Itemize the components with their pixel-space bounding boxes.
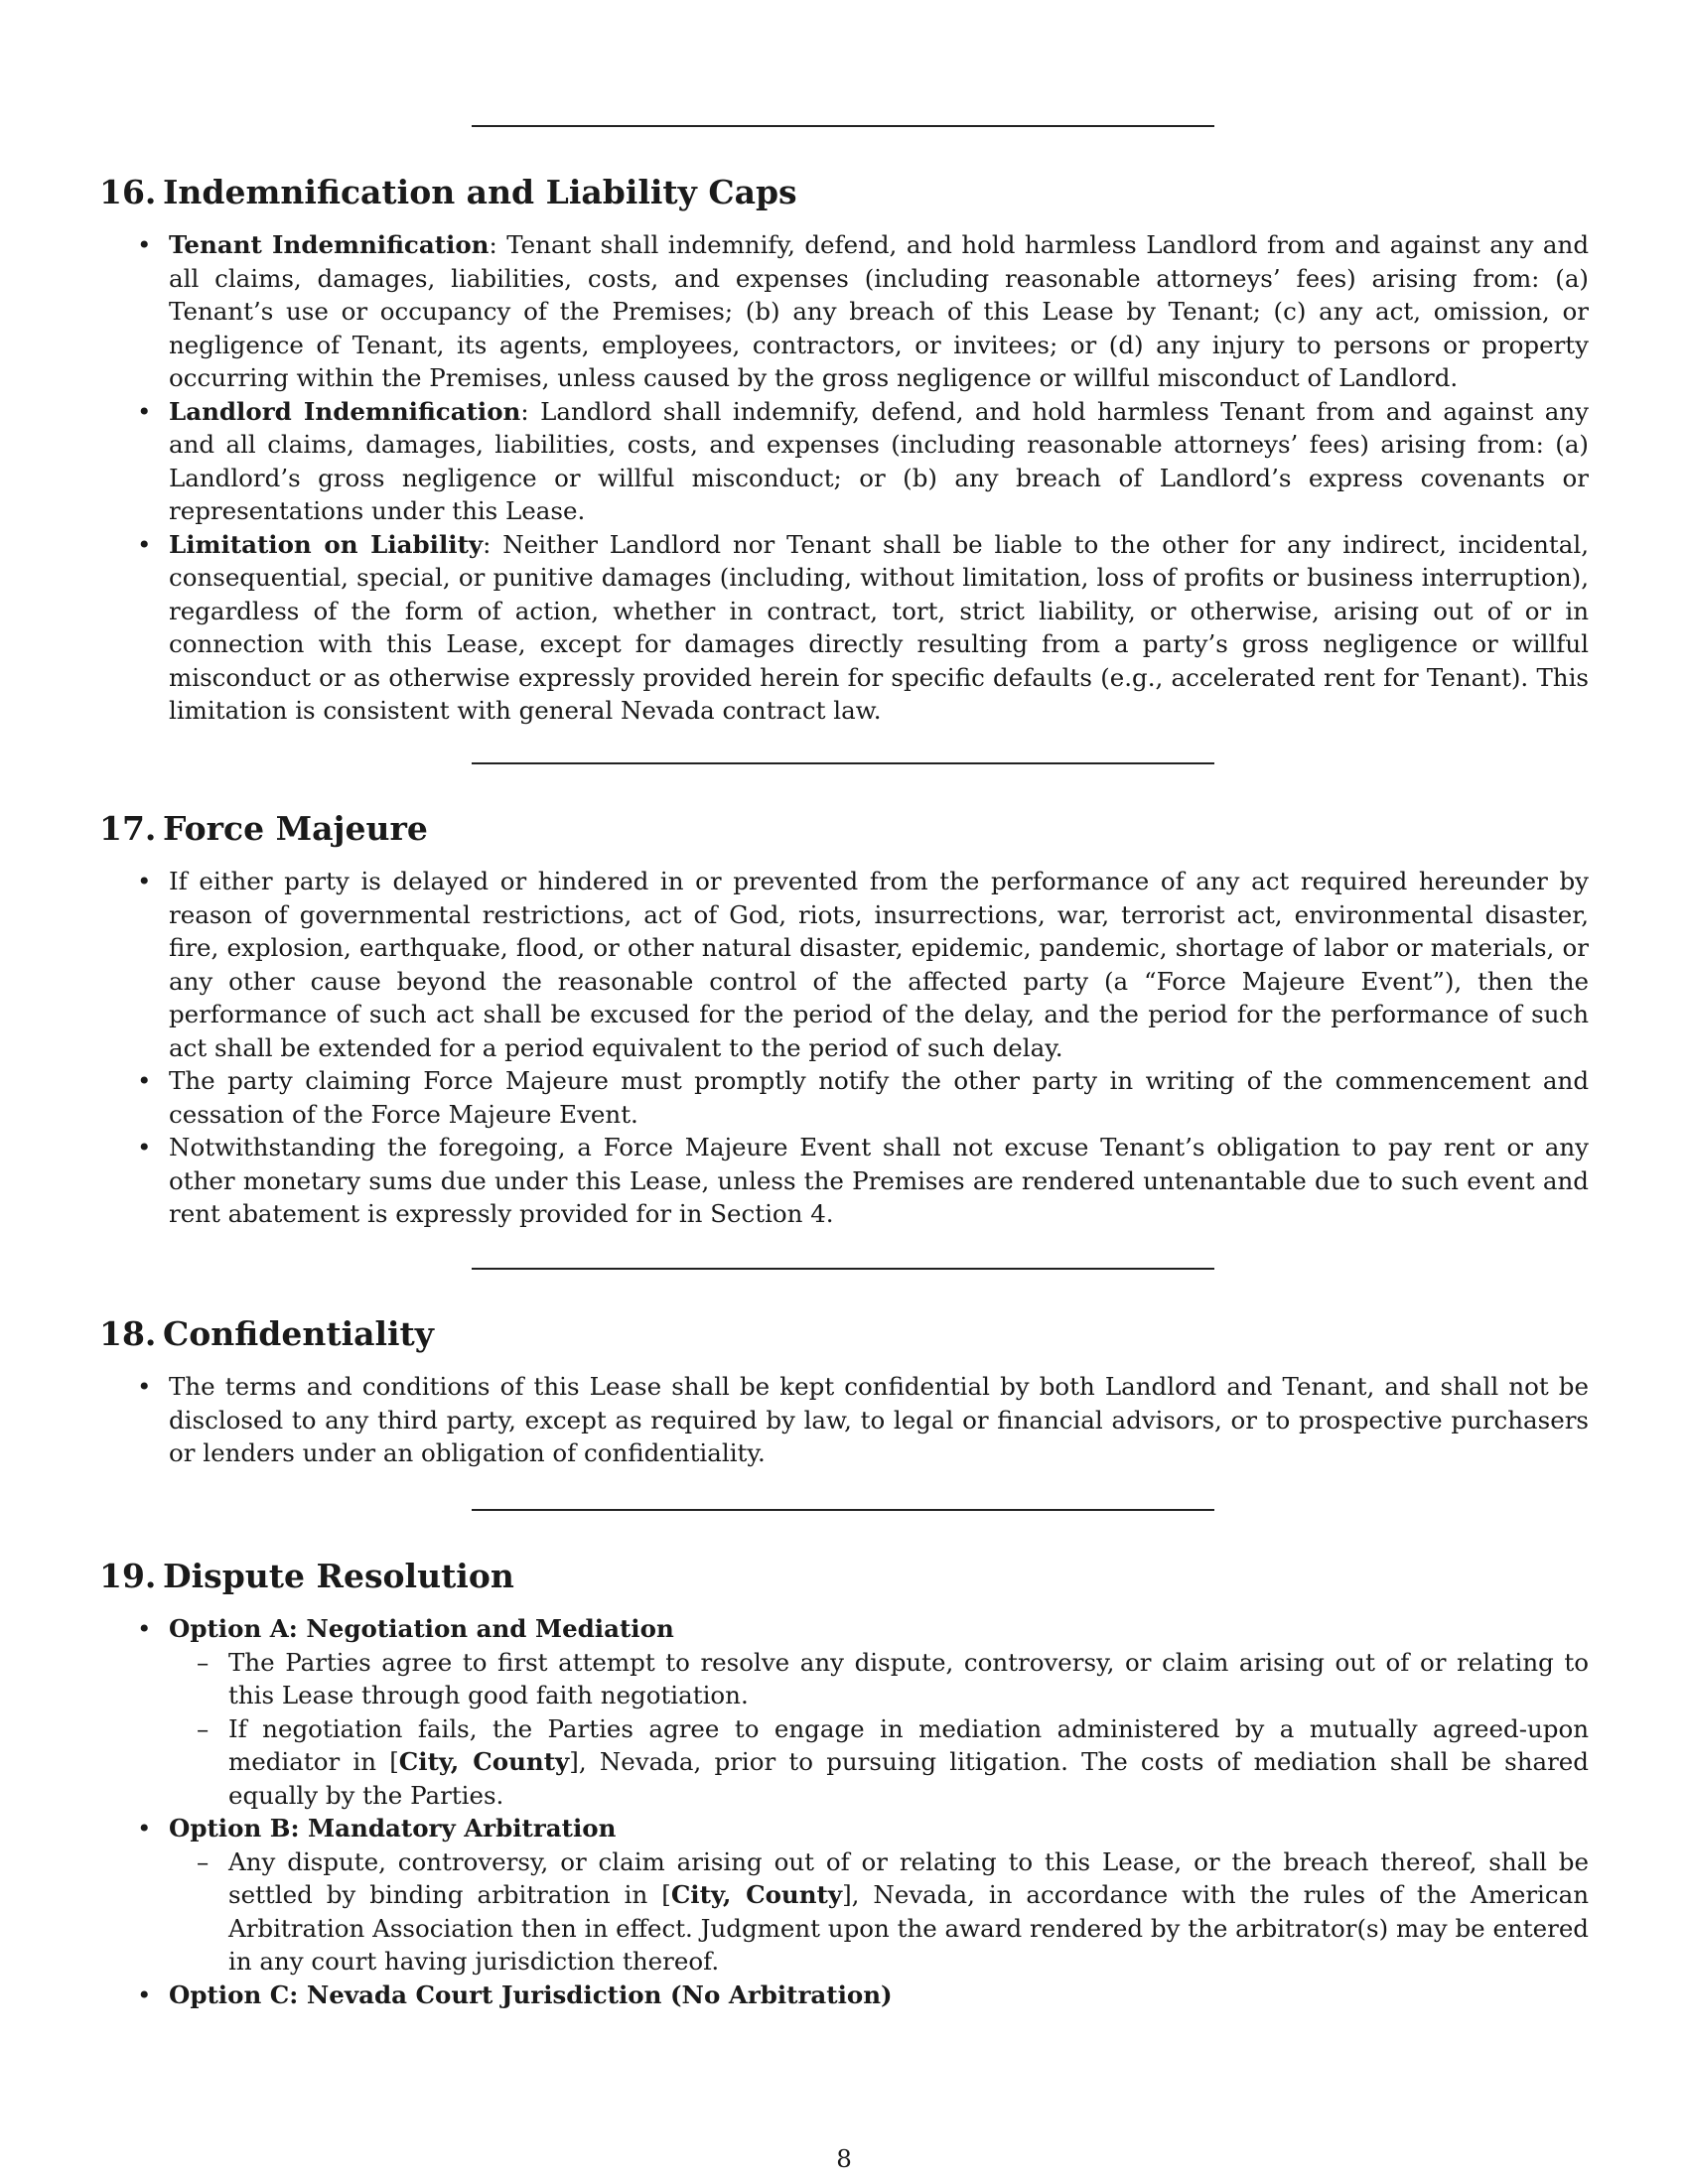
section-18-list bbox=[99, 1370, 1589, 1470]
option-sublist bbox=[169, 1845, 1589, 1979]
item-text: : Landlord shall indemnify, defend, and hold harmless Tenant from and against any and all claims, damages, liabilities, costs, and expenses (including reasonable attorneys’ fees) arising from: (a) Landlord’s gross negligence or willful misconduct; or (b) any breach of Landlord’s express covenants or representations under this Lease. bbox=[169, 396, 1590, 525]
option-item bbox=[99, 1812, 1589, 1979]
option-item bbox=[99, 1979, 1589, 2012]
sub-item bbox=[169, 1712, 1589, 1813]
sub-item bbox=[169, 1646, 1589, 1712]
section-divider bbox=[472, 1268, 1214, 1270]
list-item bbox=[99, 528, 1589, 728]
item-text: : Tenant shall indemnify, defend, and hold harmless Landlord from and against any and all claims, damages, liabilities, costs, and expenses (including reasonable attorneys’ fees) arising from: (a) Tenant’s use or occupancy of the Premises; (b) any breach of this Lease by Tenant; (c) any act, omission, or negligence of Tenant, its agents, employees, contractors, or invitees; or (d) any injury to persons or property occurring within the Premises, unless caused by the gross negligence or willful misconduct of Landlord. bbox=[169, 230, 1590, 392]
list-item bbox=[99, 865, 1589, 1064]
item-label: Landlord Indemnification bbox=[169, 396, 521, 426]
section-number: 17. bbox=[99, 809, 157, 848]
section-number: 19. bbox=[99, 1557, 157, 1595]
section-divider bbox=[472, 1509, 1214, 1511]
section-16-heading bbox=[99, 173, 797, 212]
option-label: Option B: Mandatory Arbitration bbox=[169, 1814, 617, 1843]
section-title: Dispute Resolution bbox=[163, 1557, 514, 1595]
option-label: Option A: Negotiation and Mediation bbox=[169, 1614, 674, 1643]
item-text: The party claiming Force Majeure must promptly notify the other party in writing of the commencement and cessation of the Force Majeure Event. bbox=[169, 1066, 1589, 1129]
item-text: The terms and conditions of this Lease shall be kept confidential by both Landlord and Tenant, and shall not be disclosed to any third party, except as required by law, to legal or financial advisors, or to prospective purchasers or lenders under an obligation of confidentiality. bbox=[169, 1372, 1589, 1467]
section-title: Indemnification and Liability Caps bbox=[163, 173, 797, 211]
option-item bbox=[99, 1612, 1589, 1812]
section-19-heading bbox=[99, 1557, 514, 1596]
section-divider bbox=[472, 762, 1214, 764]
list-item bbox=[99, 395, 1589, 528]
sub-item bbox=[169, 1845, 1589, 1979]
sub-item-text: ], Nevada, in accordance with the rules of the American Arbitration Association then in effect. Judgment upon the award rendered by the arbitrator(s) may be entered in any court having jurisdiction thereof. bbox=[228, 1880, 1589, 1976]
item-text: If either party is delayed or hindered in or prevented from the performance of any act required hereunder by reason of governmental restrictions, act of God, riots, insurrections, war, terrorist act, environmental disaster, fire, explosion, earthquake, flood, or other natural disaster, epidemic, pandemic, shortage of labor or materials, or any other cause beyond the reasonable control of the affected party (a “Force Majeure Event”), then the performance of such act shall be excused for the period of the delay, and the period for the performance of such act shall be extended for a period equivalent to the period of such delay. bbox=[169, 867, 1589, 1062]
sub-item-text: ], Nevada, prior to pursuing litigation. The costs of mediation shall be shared equally by the Parties. bbox=[228, 1747, 1589, 1810]
item-label: Limitation on Liability bbox=[169, 529, 484, 559]
section-number: 18. bbox=[99, 1314, 157, 1353]
section-16-list bbox=[99, 228, 1589, 728]
section-19-list bbox=[99, 1612, 1589, 2011]
section-title: Force Majeure bbox=[163, 809, 428, 848]
list-item bbox=[99, 1370, 1589, 1470]
list-item bbox=[99, 228, 1589, 395]
placeholder-city-county: City, County bbox=[670, 1880, 843, 1909]
option-sublist bbox=[169, 1646, 1589, 1813]
section-18-heading bbox=[99, 1314, 434, 1354]
section-title: Confidentiality bbox=[163, 1314, 434, 1353]
sub-item-text: The Parties agree to first attempt to resolve any dispute, controversy, or claim arising out of or relating to this Lease through good faith negotiation. bbox=[228, 1647, 1589, 1709]
option-label: Option C: Nevada Court Jurisdiction (No Arbitration) bbox=[169, 1979, 893, 2009]
section-17-heading bbox=[99, 809, 428, 849]
list-item bbox=[99, 1064, 1589, 1131]
section-17-list bbox=[99, 865, 1589, 1231]
page-number: 8 bbox=[836, 2144, 852, 2173]
item-text: Notwithstanding the foregoing, a Force Majeure Event shall not excuse Tenant’s obligation to pay rent or any other monetary sums due under this Lease, unless the Premises are rendered untenantable due to such event and rent abatement is expressly provided for in Section 4. bbox=[169, 1133, 1589, 1228]
sub-item-text: If negotiation fails, the Parties agree to engage in mediation administered by a mutually agreed-upon mediator in [ bbox=[228, 1713, 1589, 1776]
list-item bbox=[99, 1131, 1589, 1231]
item-label: Tenant Indemnification bbox=[169, 230, 490, 259]
section-divider bbox=[472, 125, 1214, 127]
section-number: 16. bbox=[99, 173, 157, 211]
sub-item-text: Any dispute, controversy, or claim arising out of or relating to this Lease, or the breach thereof, shall be settled by binding arbitration in [ bbox=[228, 1846, 1589, 1909]
placeholder-city-county: City, County bbox=[398, 1747, 570, 1776]
item-text: : Neither Landlord nor Tenant shall be liable to the other for any indirect, incidental, consequential, special, or punitive damages (including, without limitation, loss of profits or business interruption), regardless of the form of action, whether in contract, tort, strict liability, or otherwise, arising out of or in connection with this Lease, except for damages directly resulting from a party’s gross negligence or willful misconduct or as otherwise expressly provided herein for specific defaults (e.g., accelerated rent for Tenant). This limitation is consistent with general Nevada contract law. bbox=[169, 529, 1589, 725]
